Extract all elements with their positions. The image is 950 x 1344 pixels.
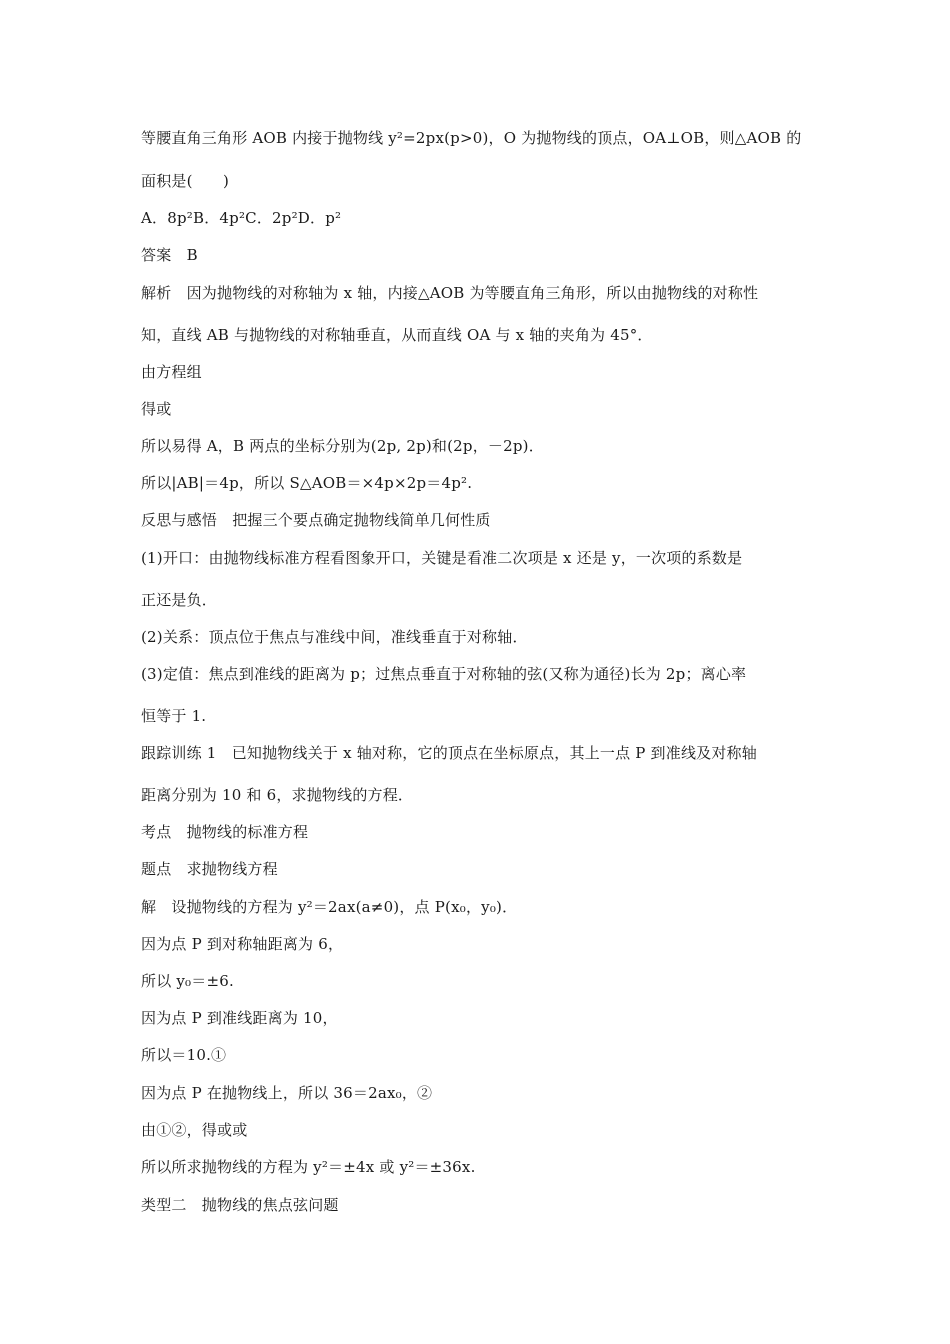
text-line: 解 设抛物线的方程为 y²＝2ax(a≠0)，点 P(x₀，y₀)． xyxy=(141,898,518,916)
text-line: (3)定值：焦点到准线的距离为 p；过焦点垂直于对称轴的弦(又称为通径)长为 2p；离心率 xyxy=(141,665,747,683)
text-line: 因为点 P 在抛物线上，所以 36＝2ax₀，② xyxy=(141,1084,433,1102)
text-line: 考点 抛物线的标准方程 xyxy=(141,823,309,841)
text-line: 知，直线 AB 与抛物线的对称轴垂直，从而直线 OA 与 x 轴的夹角为 45°． xyxy=(141,326,653,344)
text-line: 题点 求抛物线方程 xyxy=(141,860,278,878)
text-line: 由方程组 xyxy=(141,363,202,381)
text-line: 因为点 P 到准线距离为 10， xyxy=(141,1009,338,1027)
text-line: 等腰直角三角形 AOB 内接于抛物线 y²=2px(p>0)，O 为抛物线的顶点，OA⊥OB，则△AOB 的 xyxy=(141,129,802,147)
text-line: 所以＝10.① xyxy=(141,1046,227,1064)
text-line: 面积是( ) xyxy=(141,172,230,190)
text-line: 得或 xyxy=(141,400,172,418)
exercise-heading: 跟踪训练 1 已知抛物线关于 x 轴对称，它的顶点在坐标原点，其上一点 P 到准线及对称轴 xyxy=(141,744,757,762)
section-heading: 类型二 抛物线的焦点弦问题 xyxy=(141,1196,339,1214)
text-line: (1)开口：由抛物线标准方程看图象开口，关键是看准二次项是 x 还是 y，一次项的系数是 xyxy=(141,549,743,567)
section-heading: 反思与感悟 把握三个要点确定抛物线简单几何性质 xyxy=(141,511,491,529)
text-line: 答案 B xyxy=(141,246,198,264)
text-line: 距离分别为 10 和 6，求抛物线的方程． xyxy=(141,786,414,804)
text-line: 所以易得 A，B 两点的坐标分别为(2p, 2p)和(2p，－2p)． xyxy=(141,437,544,455)
text-line: 所以所求抛物线的方程为 y²＝±4x 或 y²＝±36x. xyxy=(141,1158,476,1176)
text-line: 解析 因为抛物线的对称轴为 x 轴，内接△AOB 为等腰直角三角形，所以由抛物线的对称性 xyxy=(141,284,759,302)
text-line: 恒等于 1. xyxy=(141,707,207,725)
text-line: 所以|AB|＝4p，所以 S△AOB＝×4p×2p＝4p². xyxy=(141,474,473,492)
text-line: A．8p²B．4p²C．2p²D．p² xyxy=(141,209,342,227)
text-line: 由①②，得或或 xyxy=(141,1121,248,1139)
text-line: 所以 y₀＝±6. xyxy=(141,972,234,990)
text-line: (2)关系：顶点位于焦点与准线中间，准线垂直于对称轴． xyxy=(141,628,528,646)
text-line: 因为点 P 到对称轴距离为 6， xyxy=(141,935,344,953)
text-line: 正还是负． xyxy=(141,591,218,609)
